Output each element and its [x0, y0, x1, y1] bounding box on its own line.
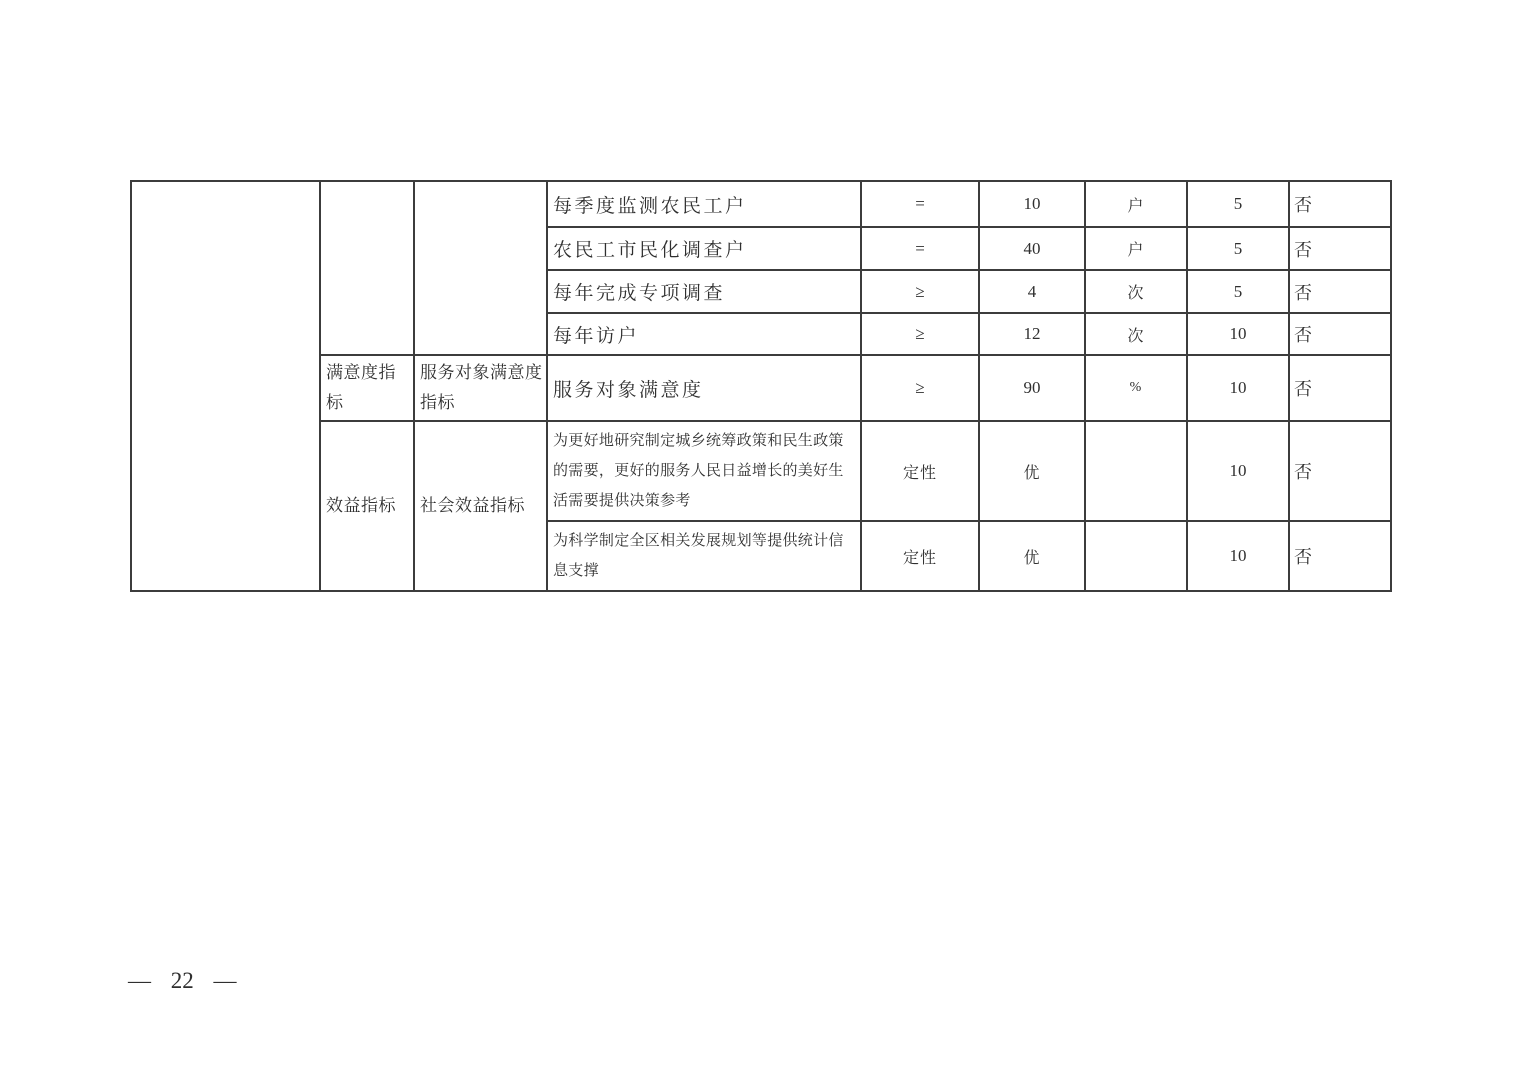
cell-target-value: 优: [979, 421, 1085, 521]
cell-core-flag: 否: [1289, 181, 1391, 227]
cell-target-value: 优: [979, 521, 1085, 591]
table-row: [131, 181, 1391, 227]
cell-indicator-name: 每年完成专项调查: [547, 270, 861, 313]
category-column-continuation-cell: [131, 181, 320, 591]
cell-target-value: 90: [979, 355, 1085, 421]
level2-category-continuation-cell: [414, 181, 547, 355]
cell-indicator-name: 服务对象满意度: [547, 355, 861, 421]
cell-indicator-name: 每年访户: [547, 313, 861, 355]
cell-indicator-name: 为科学制定全区相关发展规划等提供统计信息支撑: [547, 521, 861, 591]
cell-weight: 10: [1187, 313, 1289, 355]
indicator-table-container: [130, 180, 1392, 592]
table-row: [131, 421, 1391, 521]
cell-core-flag: 否: [1289, 521, 1391, 591]
page-number: — 22 —: [128, 968, 237, 993]
cell-weight: 10: [1187, 421, 1289, 521]
cell-unit: [1085, 521, 1187, 591]
cell-unit: 户: [1085, 181, 1187, 227]
cell-operator: ≥: [861, 270, 979, 313]
cell-target-value: 40: [979, 227, 1085, 270]
cell-weight: 10: [1187, 355, 1289, 421]
cell-indicator-name: 农民工市民化调查户: [547, 227, 861, 270]
cell-target-value: 10: [979, 181, 1085, 227]
cell-weight: 10: [1187, 521, 1289, 591]
category-benefit-level2: 社会效益指标: [414, 421, 547, 591]
category-satisfaction-level1: 满意度指标: [320, 355, 414, 421]
cell-weight: 5: [1187, 181, 1289, 227]
cell-unit: 户: [1085, 227, 1187, 270]
cell-target-value: 12: [979, 313, 1085, 355]
cell-core-flag: 否: [1289, 421, 1391, 521]
cell-operator: =: [861, 227, 979, 270]
cell-weight: 5: [1187, 270, 1289, 313]
cell-unit: 次: [1085, 313, 1187, 355]
cell-indicator-name: 为更好地研究制定城乡统筹政策和民生政策的需要，更好的服务人民日益增长的美好生活需要提供决策参考: [547, 421, 861, 521]
level1-category-continuation-cell: [320, 181, 414, 355]
cell-indicator-name: 每季度监测农民工户: [547, 181, 861, 227]
cell-weight: 5: [1187, 227, 1289, 270]
cell-core-flag: 否: [1289, 355, 1391, 421]
cell-core-flag: 否: [1289, 270, 1391, 313]
category-satisfaction-level2: 服务对象满意度指标: [414, 355, 547, 421]
category-benefit-level1: 效益指标: [320, 421, 414, 591]
cell-operator: ≥: [861, 313, 979, 355]
cell-core-flag: 否: [1289, 313, 1391, 355]
cell-target-value: 4: [979, 270, 1085, 313]
cell-operator: =: [861, 181, 979, 227]
cell-core-flag: 否: [1289, 227, 1391, 270]
cell-unit: 次: [1085, 270, 1187, 313]
cell-operator: 定性: [861, 421, 979, 521]
cell-unit: [1085, 421, 1187, 521]
cell-operator: 定性: [861, 521, 979, 591]
table-row: [131, 355, 1391, 421]
cell-operator: ≥: [861, 355, 979, 421]
performance-indicator-table: [130, 180, 1392, 592]
cell-unit: %: [1085, 355, 1187, 421]
